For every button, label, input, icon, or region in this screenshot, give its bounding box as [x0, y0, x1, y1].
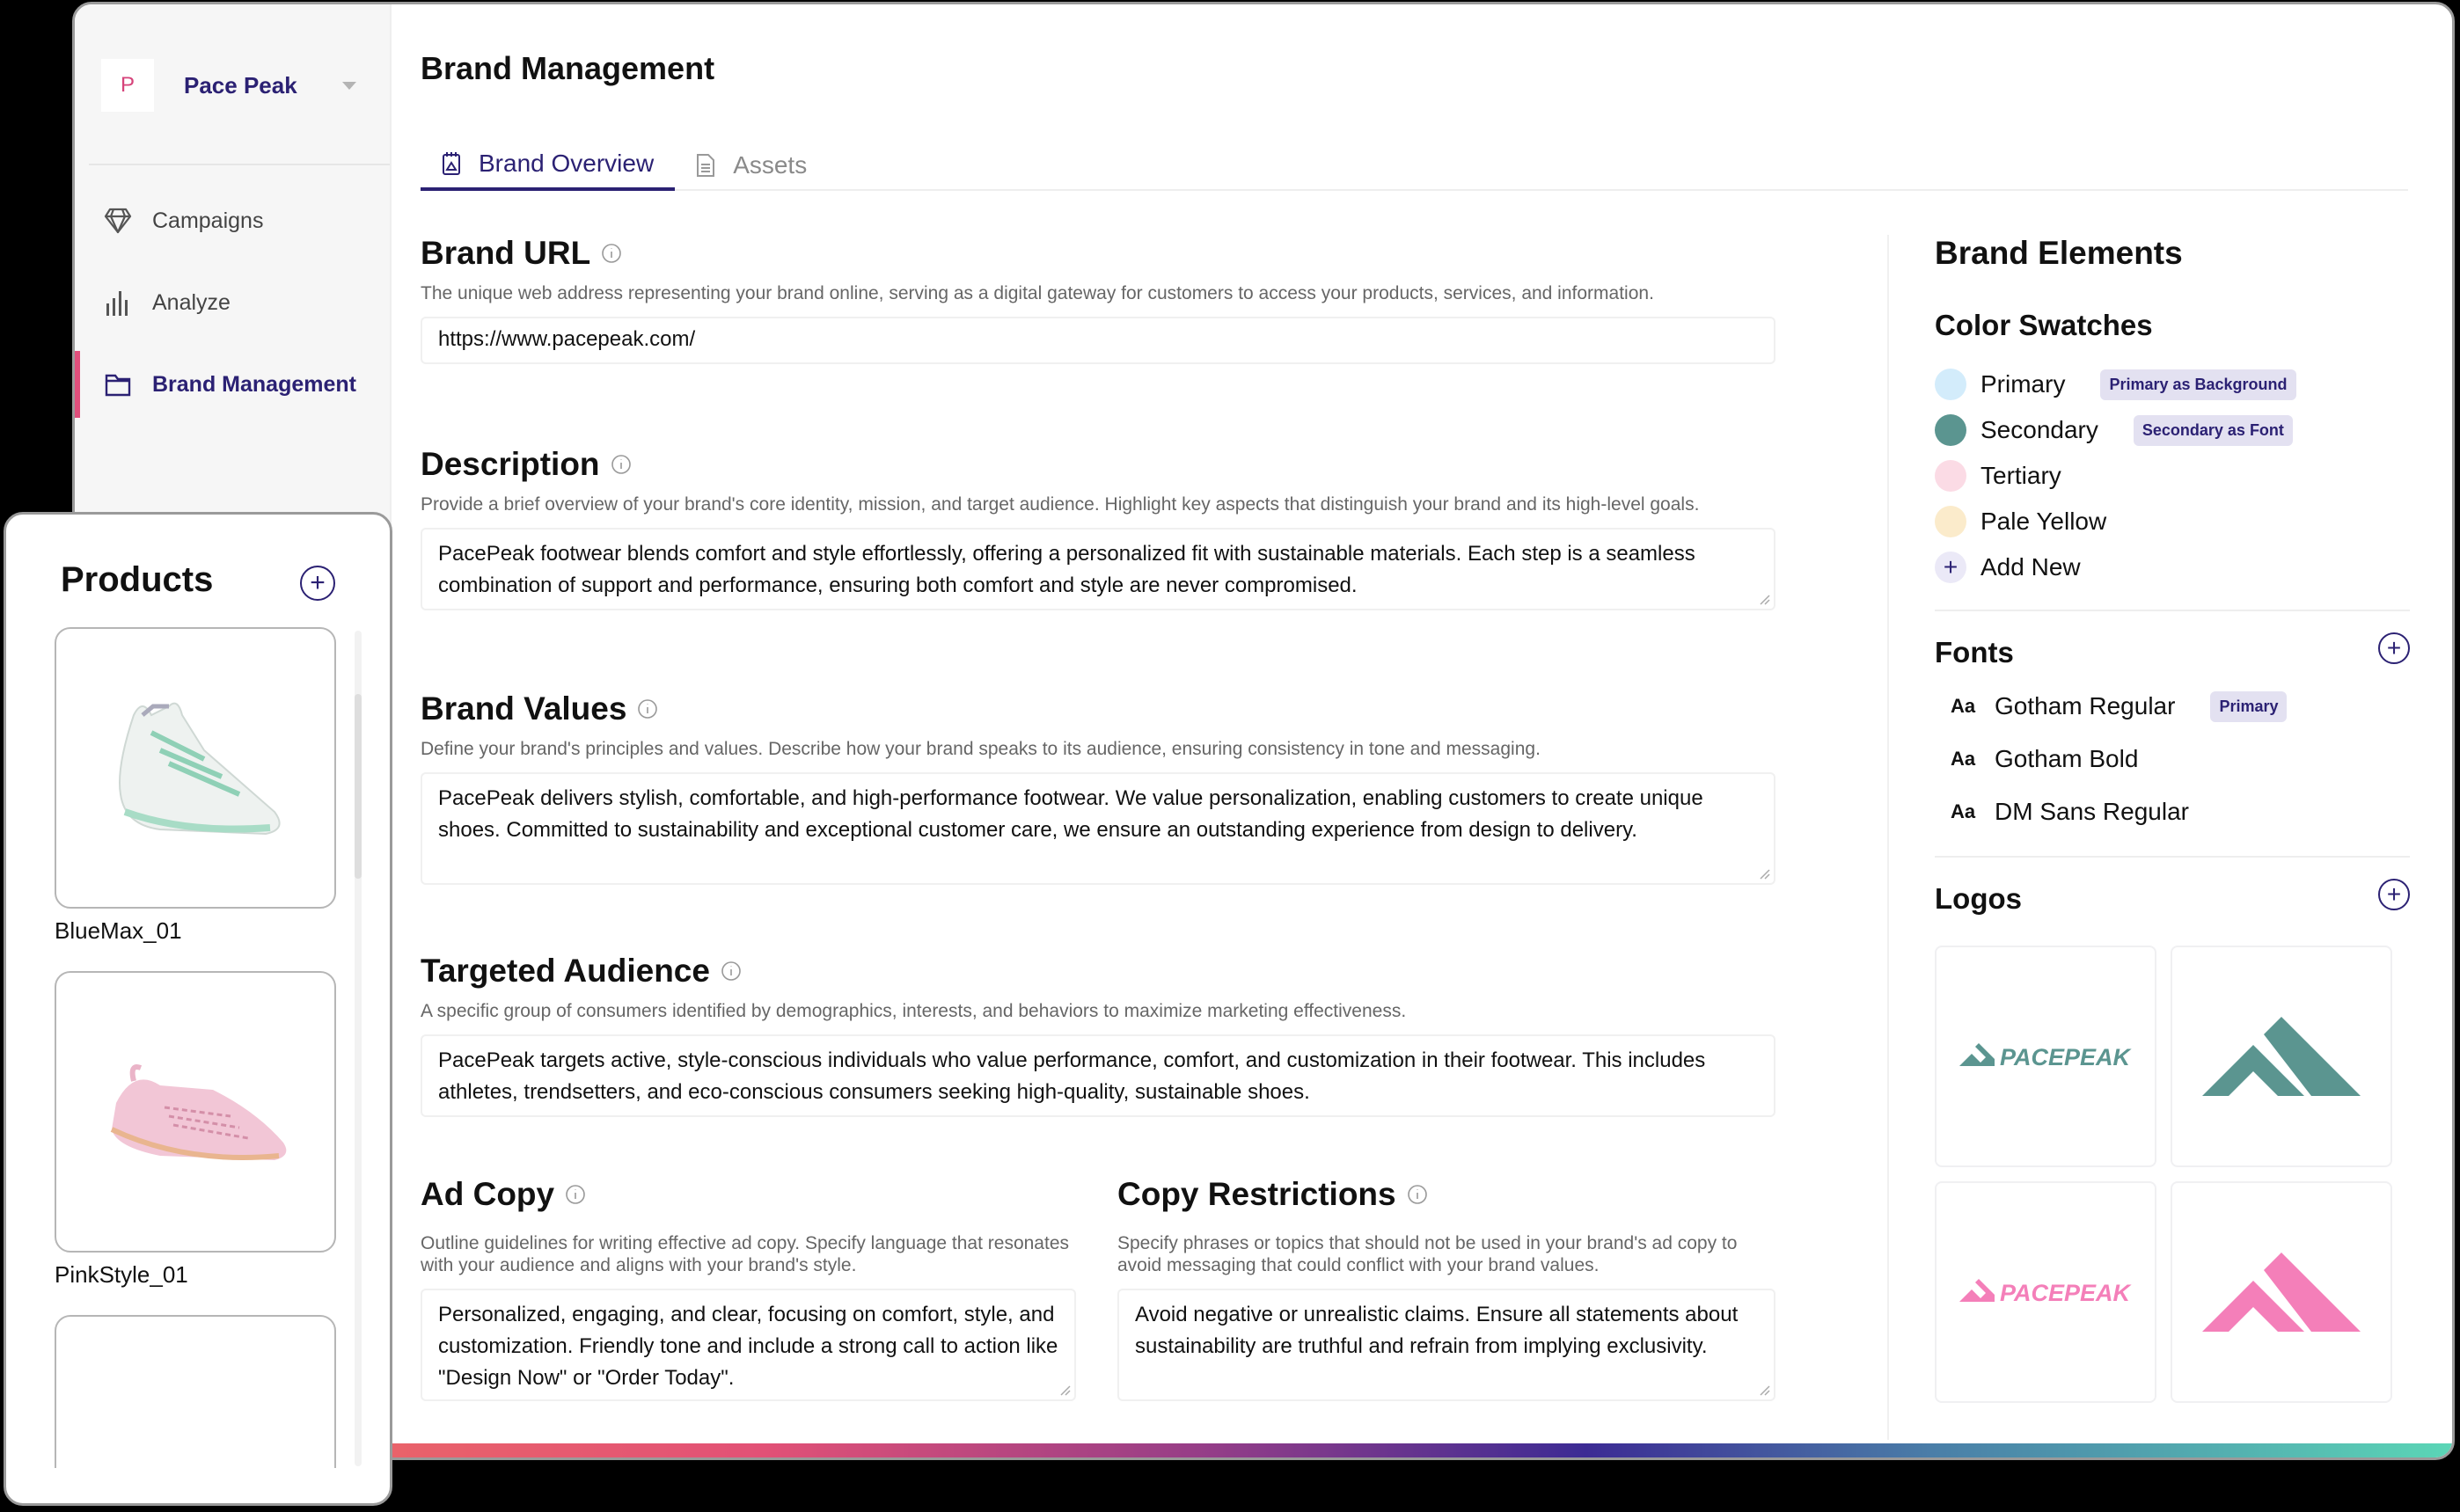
- product-list: [55, 627, 340, 1468]
- field-description: Provide a brief overview of your brand's core identity, mission, and target audience. Highlight key aspects that distinguish your brand and its high-level goals.: [421, 494, 1700, 515]
- info-icon[interactable]: [637, 698, 658, 719]
- font-item[interactable]: [1935, 680, 2455, 733]
- field-description: A specific group of consumers identified by demographics, interests, and behaviors to maximize marketing effectiveness.: [421, 1001, 1407, 1021]
- font-label: Gotham Regular: [1995, 692, 2176, 719]
- ad-copy-textarea[interactable]: [421, 1289, 1076, 1401]
- color-dot: [1935, 369, 1966, 400]
- field-description: The unique web address representing your brand online, serving as a digital gateway for customers to access your products, services, and information.: [421, 283, 1654, 303]
- color-dot: [1935, 506, 1966, 537]
- field-title-text: Targeted Audience: [421, 953, 710, 989]
- section-divider: [1935, 856, 2410, 858]
- pacepeak-mark-icon: [2202, 1017, 2361, 1096]
- logo-mark-pink[interactable]: [2171, 1181, 2392, 1403]
- svg-text:PACEPEAK: PACEPEAK: [2000, 1044, 2131, 1070]
- products-panel: [4, 512, 392, 1506]
- font-sample-icon: Aa: [1951, 748, 1976, 770]
- textarea-value: Personalized, engaging, and clear, focusing on comfort, style, and customization. Friendly tone and include a strong call to action like "Design Now" or "Order Today".: [438, 1303, 1058, 1390]
- brand-url-input[interactable]: https://www.pacepeak.com/: [421, 317, 1775, 364]
- add-font-button[interactable]: +: [2378, 632, 2410, 664]
- field-brand-values: [421, 690, 1775, 885]
- color-dot: [1935, 414, 1966, 446]
- add-logo-button[interactable]: +: [2378, 879, 2410, 910]
- font-sample-icon: Aa: [1951, 695, 1976, 717]
- info-icon[interactable]: [601, 243, 622, 264]
- section-divider: [1935, 610, 2410, 611]
- font-label: Gotham Bold: [1995, 745, 2139, 772]
- fonts-header: [1935, 636, 2455, 680]
- field-targeted-audience: [421, 953, 1775, 1117]
- tab-brand-overview[interactable]: [421, 145, 675, 191]
- tab-assets[interactable]: [675, 145, 828, 191]
- swatch-badge: Secondary as Font: [2134, 415, 2293, 446]
- folder-icon: [103, 369, 133, 399]
- org-avatar: P: [101, 59, 154, 112]
- pacepeak-wordmark-icon: [1958, 1279, 2134, 1305]
- add-product-button[interactable]: +: [300, 566, 335, 601]
- plus-icon: +: [1935, 551, 1966, 583]
- gradient-accent-bar: [392, 1443, 2452, 1457]
- field-title: [421, 235, 1775, 272]
- font-item[interactable]: [1935, 785, 2455, 838]
- product-list-scrollbar[interactable]: [355, 631, 362, 1466]
- swatch-tertiary[interactable]: [1935, 453, 2455, 499]
- fonts-title: Fonts: [1935, 636, 2014, 668]
- copy-restrictions-textarea[interactable]: [1117, 1289, 1775, 1401]
- shoe-image-icon: [81, 680, 310, 856]
- diamond-icon: [103, 206, 133, 236]
- shoe-image-icon: [81, 1033, 310, 1191]
- sidebar-item-label: Brand Management: [152, 371, 356, 397]
- sidebar-item-brand-management[interactable]: [75, 351, 390, 418]
- swatch-label: Secondary: [1980, 416, 2098, 443]
- field-description: Specify phrases or topics that should not be used in your brand's ad copy to avoid messaging that could conflict with your brand values.: [1117, 1233, 1738, 1275]
- brand-elements-panel: [1935, 235, 2455, 1403]
- textarea-value: PacePeak targets active, style-conscious individuals who value performance, comfort, and customization in their footwear. This includes athletes, trendsetters, and eco-conscious consumers seeking high-quality, sustainable shoes.: [438, 1048, 1706, 1104]
- field-copy-restrictions: [1117, 1176, 1775, 1401]
- logos-title: Logos: [1935, 882, 2022, 915]
- product-item[interactable]: [55, 627, 340, 945]
- tab-bar: [421, 145, 2408, 191]
- field-title: [421, 1176, 1076, 1213]
- brand-values-textarea[interactable]: [421, 772, 1775, 885]
- org-name: Pace Peak: [184, 71, 297, 99]
- field-title-text: Brand URL: [421, 235, 591, 271]
- bar-chart-icon: [103, 288, 133, 318]
- sidebar-divider: [89, 164, 390, 165]
- field-ad-copy: [421, 1176, 1076, 1401]
- scrollbar-thumb[interactable]: [355, 694, 362, 879]
- textarea-value: PacePeak footwear blends comfort and style effortlessly, offering a personalized fit with sustainable materials. Each step is a seamless combination of support and performance, ensuring both comfort and style are never compromised.: [438, 542, 1695, 597]
- add-new-label: Add New: [1980, 553, 2081, 581]
- product-image-card: [55, 1315, 336, 1468]
- logo-grid: [1935, 946, 2455, 1403]
- field-brand-url: [421, 235, 1775, 364]
- font-sample-icon: Aa: [1951, 800, 1976, 822]
- resize-handle-icon[interactable]: [1758, 1384, 1770, 1396]
- color-swatches-title: Color Swatches: [1935, 309, 2153, 341]
- product-name: PinkStyle_01: [55, 1261, 188, 1288]
- field-description-section: [421, 446, 1775, 610]
- resize-handle-icon[interactable]: [1758, 593, 1770, 605]
- swatch-secondary[interactable]: [1935, 407, 2455, 453]
- field-description: Define your brand's principles and values. Describe how your brand speaks to its audience, ensuring consistency in tone and messaging.: [421, 739, 1541, 759]
- swatch-badge: Primary as Background: [2100, 369, 2295, 400]
- svg-text:PACEPEAK: PACEPEAK: [2000, 1280, 2131, 1305]
- logos-header: [1935, 882, 2455, 926]
- product-item[interactable]: [55, 971, 340, 1289]
- font-label: DM Sans Regular: [1995, 798, 2189, 825]
- products-title: Products: [61, 560, 214, 599]
- info-icon[interactable]: [721, 961, 742, 982]
- product-image-card: [55, 627, 336, 909]
- textarea-value: PacePeak delivers stylish, comfortable, and high-performance footwear. We value personalization, enabling customers to create unique shoes. Committed to sustainability and exceptional customer care, we ensure an outstanding experience from design to delivery.: [438, 786, 1703, 842]
- field-title-text: Ad Copy: [421, 1176, 555, 1212]
- tab-label: Brand Overview: [479, 150, 655, 177]
- info-icon[interactable]: [1407, 1184, 1428, 1205]
- logo-wordmark-teal[interactable]: [1935, 946, 2156, 1167]
- font-item[interactable]: [1935, 733, 2455, 785]
- field-title-text: Description: [421, 446, 600, 482]
- field-title-text: Brand Values: [421, 690, 627, 727]
- pacepeak-wordmark-icon: [1958, 1043, 2134, 1070]
- add-new-swatch-button[interactable]: [1935, 544, 2455, 590]
- shoe-image-icon: [81, 1454, 310, 1468]
- textarea-value: Avoid negative or unrealistic claims. Ensure all statements about sustainability are truthful and refrain from implying exclusivity.: [1135, 1303, 1739, 1358]
- swatch-label: Tertiary: [1980, 462, 2061, 489]
- image-notebook-icon: [442, 151, 461, 176]
- swatch-pale-yellow[interactable]: [1935, 499, 2455, 544]
- description-textarea[interactable]: [421, 528, 1775, 610]
- main-content: [392, 4, 2452, 1457]
- sidebar-item-campaigns[interactable]: [75, 187, 390, 254]
- color-dot: [1935, 460, 1966, 492]
- targeted-audience-textarea[interactable]: [421, 1034, 1775, 1117]
- swatch-label: Primary: [1980, 370, 2066, 398]
- product-item[interactable]: [55, 1315, 340, 1468]
- product-name: BlueMax_01: [55, 917, 182, 944]
- info-icon[interactable]: [565, 1184, 586, 1205]
- tab-label: Assets: [733, 151, 808, 179]
- resize-handle-icon[interactable]: [1058, 1384, 1071, 1396]
- document-icon: [696, 153, 715, 178]
- logo-wordmark-pink[interactable]: [1935, 1181, 2156, 1403]
- field-description: Outline guidelines for writing effective ad copy. Specify language that resonates with your audience and aligns with your brand's style.: [421, 1233, 1069, 1275]
- product-image-card: [55, 971, 336, 1253]
- app-window: [72, 2, 2455, 1460]
- page-title: Brand Management: [421, 50, 715, 86]
- sidebar-item-label: Campaigns: [152, 208, 264, 233]
- field-title: [421, 690, 1775, 727]
- field-title: [1117, 1176, 1775, 1213]
- column-divider: [1887, 235, 1889, 1440]
- font-badge: Primary: [2210, 691, 2287, 722]
- sidebar-item-analyze[interactable]: [75, 269, 390, 336]
- field-title: [421, 953, 1775, 990]
- resize-handle-icon[interactable]: [1758, 867, 1770, 880]
- swatch-primary[interactable]: [1935, 362, 2455, 407]
- org-switcher[interactable]: [101, 55, 365, 115]
- brand-elements-title: Brand Elements: [1935, 235, 2183, 271]
- pacepeak-mark-icon: [2202, 1253, 2361, 1332]
- logo-mark-teal[interactable]: [2171, 946, 2392, 1167]
- chevron-down-icon[interactable]: [342, 82, 356, 90]
- field-title-text: Copy Restrictions: [1117, 1176, 1396, 1212]
- info-icon[interactable]: [611, 454, 632, 475]
- swatch-label: Pale Yellow: [1980, 508, 2107, 535]
- sidebar-item-label: Analyze: [152, 289, 231, 315]
- field-title: [421, 446, 1775, 483]
